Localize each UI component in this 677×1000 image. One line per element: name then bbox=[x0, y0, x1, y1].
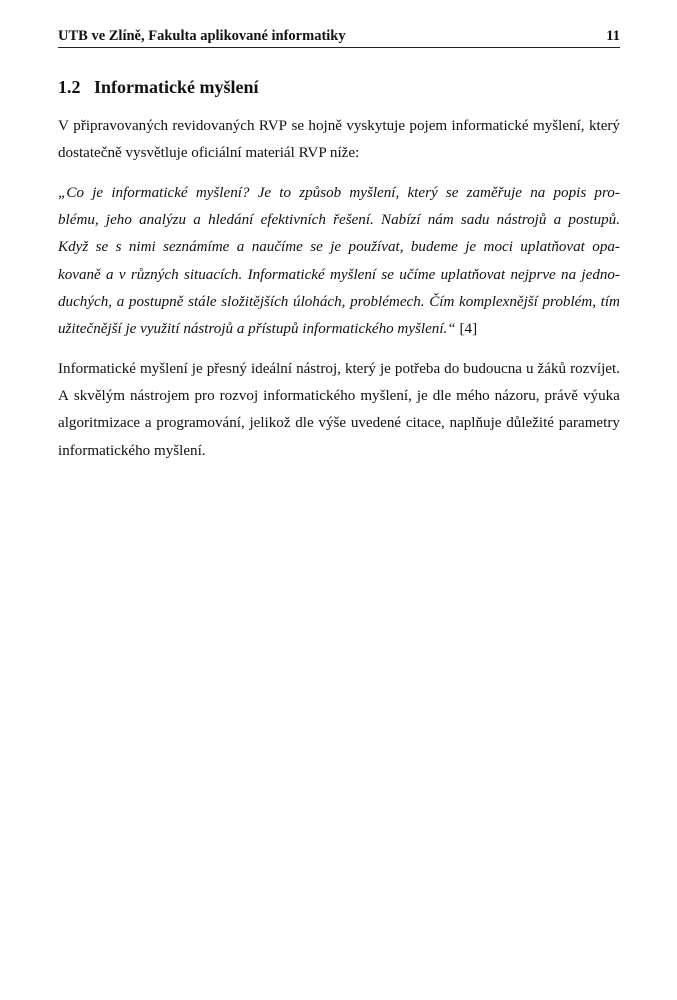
word: revidovaných bbox=[172, 118, 255, 134]
word: to bbox=[279, 185, 292, 201]
word: rozvíjet. bbox=[570, 361, 620, 377]
word: právě bbox=[544, 388, 579, 405]
word: nejprve bbox=[510, 266, 556, 283]
word: se bbox=[310, 239, 323, 256]
word: názoru, bbox=[494, 388, 540, 405]
word: duchých, bbox=[58, 293, 113, 310]
word: který bbox=[344, 361, 376, 377]
word: se bbox=[291, 118, 305, 134]
word: situacích. bbox=[183, 266, 243, 283]
word: je bbox=[379, 361, 391, 377]
header-title: UTB ve Zlíně, Fakulta aplikované informatiky bbox=[58, 28, 346, 44]
word: je bbox=[465, 239, 477, 256]
word: tím bbox=[600, 293, 620, 310]
word: jeho bbox=[105, 212, 132, 229]
paragraph-line bbox=[58, 410, 620, 437]
word: problémech. bbox=[350, 293, 425, 310]
word: nimi bbox=[128, 239, 156, 256]
section-number: 1.2 bbox=[58, 77, 81, 97]
word: připravovaných bbox=[73, 118, 169, 134]
quote-line bbox=[58, 180, 620, 207]
word: používat, bbox=[348, 239, 404, 256]
word: skvělým bbox=[73, 388, 126, 405]
word: Informatické bbox=[58, 361, 136, 377]
paragraph-line bbox=[58, 383, 620, 410]
word: postupů. bbox=[568, 212, 620, 229]
word: složitějších bbox=[221, 293, 289, 310]
word: Čím bbox=[429, 293, 455, 310]
word: a bbox=[116, 293, 125, 310]
word: a bbox=[553, 212, 562, 229]
paragraph-line bbox=[58, 113, 620, 140]
word: programování, bbox=[156, 415, 245, 432]
word: RVP bbox=[258, 118, 288, 134]
word: zaměřuje bbox=[466, 185, 522, 201]
word: parametry bbox=[558, 415, 620, 432]
word: informatické bbox=[451, 118, 529, 134]
word: A bbox=[58, 388, 69, 405]
word: myšlení? bbox=[195, 185, 250, 201]
paragraph-line: informatického myšlení. bbox=[58, 442, 206, 459]
word: potřeba bbox=[394, 361, 441, 377]
word: informatické bbox=[111, 185, 188, 201]
quote-line bbox=[58, 207, 620, 234]
word: myšlení bbox=[139, 361, 188, 377]
word: moci bbox=[483, 239, 513, 256]
word: myšlení bbox=[329, 266, 377, 283]
word: různých bbox=[130, 266, 179, 283]
word: způsob bbox=[299, 185, 342, 201]
word: pro bbox=[194, 388, 215, 405]
word: výuka bbox=[582, 388, 620, 405]
word: problém, bbox=[542, 293, 597, 310]
word: nám bbox=[427, 212, 454, 229]
word: výše bbox=[318, 415, 347, 432]
word: naplňuje bbox=[449, 415, 502, 432]
word: úlohách, bbox=[293, 293, 346, 310]
word: uvedené bbox=[350, 415, 402, 432]
word: řešení. bbox=[333, 212, 374, 229]
word: do bbox=[444, 361, 460, 377]
word: budeme bbox=[410, 239, 458, 256]
word: a bbox=[236, 239, 245, 256]
conclusion-paragraph bbox=[58, 356, 620, 465]
word: jelikož bbox=[249, 415, 291, 432]
word: s bbox=[115, 239, 122, 256]
word: je bbox=[92, 185, 104, 201]
word: ideální bbox=[250, 361, 293, 377]
section-title: Informatické myšlení bbox=[94, 77, 259, 97]
word: který bbox=[407, 185, 438, 201]
word: dle bbox=[295, 415, 314, 432]
word: algoritmizace bbox=[58, 415, 141, 432]
word: analýzu bbox=[139, 212, 187, 229]
word: efektivních bbox=[260, 212, 326, 229]
word: nástroj, bbox=[296, 361, 341, 377]
running-header bbox=[58, 27, 620, 48]
word: hledání bbox=[208, 212, 254, 229]
word: na bbox=[561, 266, 577, 283]
word: „Co bbox=[58, 185, 85, 201]
word: Když bbox=[58, 239, 89, 256]
word: a bbox=[193, 212, 201, 229]
word: vyskytuje bbox=[346, 118, 406, 134]
intro-paragraph bbox=[58, 113, 620, 167]
paragraph-line: dostatečně vysvětluje oficiální materiál RVP níže: bbox=[58, 145, 360, 162]
word: v bbox=[118, 266, 126, 283]
paragraph-line bbox=[58, 356, 620, 383]
word: V bbox=[58, 118, 69, 134]
word: a bbox=[106, 266, 114, 283]
word: a bbox=[144, 415, 152, 432]
word: sadu bbox=[460, 212, 490, 229]
word: hojně bbox=[308, 118, 342, 134]
word: budoucna bbox=[463, 361, 522, 377]
page-number: 11 bbox=[606, 28, 620, 44]
word: je bbox=[191, 361, 203, 377]
word: seznámíme bbox=[163, 239, 230, 256]
word: informatického bbox=[263, 388, 356, 405]
word: myšlení, bbox=[360, 388, 412, 405]
word: nástrojů bbox=[496, 212, 547, 229]
quote-line bbox=[58, 234, 620, 261]
word: je bbox=[416, 388, 428, 405]
word: postupně bbox=[128, 293, 184, 310]
word: myšlení, bbox=[349, 185, 400, 201]
word: myšlení, bbox=[533, 118, 585, 134]
word: uplatňovat bbox=[440, 266, 506, 283]
word: se bbox=[445, 185, 459, 201]
word: pro- bbox=[594, 185, 620, 201]
word: uplatňovat bbox=[520, 239, 585, 256]
word: který bbox=[588, 118, 620, 134]
word: se bbox=[381, 266, 394, 283]
word: důležité bbox=[506, 415, 554, 432]
word: kovaně bbox=[58, 266, 101, 283]
word: stále bbox=[188, 293, 217, 310]
word: popis bbox=[553, 185, 587, 201]
word: opa- bbox=[592, 239, 620, 256]
quote-line-last bbox=[58, 316, 620, 343]
word: učíme bbox=[399, 266, 436, 283]
quote-paragraph bbox=[58, 180, 620, 343]
word: pojem bbox=[409, 118, 448, 134]
word: Informatické bbox=[247, 266, 325, 283]
section-heading bbox=[58, 77, 258, 98]
word: mého bbox=[456, 388, 490, 405]
word: rozvoj bbox=[219, 388, 259, 405]
citation-reference: [4] bbox=[459, 321, 478, 338]
word: dle bbox=[432, 388, 452, 405]
word: blému, bbox=[58, 212, 99, 229]
word: žáků bbox=[537, 361, 567, 377]
word: Nabízí bbox=[381, 212, 421, 229]
word: u bbox=[525, 361, 534, 377]
quote-line bbox=[58, 262, 620, 289]
quote-line-text: užitečnější je využití nástrojů a přístupů informatického myšlení.“ bbox=[58, 321, 456, 338]
quote-line bbox=[58, 289, 620, 316]
word: Je bbox=[257, 185, 272, 201]
word: naučíme bbox=[251, 239, 303, 256]
word: jedno- bbox=[581, 266, 620, 283]
word: komplexnější bbox=[459, 293, 538, 310]
word: se bbox=[95, 239, 109, 256]
word: je bbox=[330, 239, 342, 256]
word: citace, bbox=[405, 415, 445, 432]
word: na bbox=[530, 185, 546, 201]
word: nástrojem bbox=[130, 388, 190, 405]
word: přesný bbox=[206, 361, 247, 377]
